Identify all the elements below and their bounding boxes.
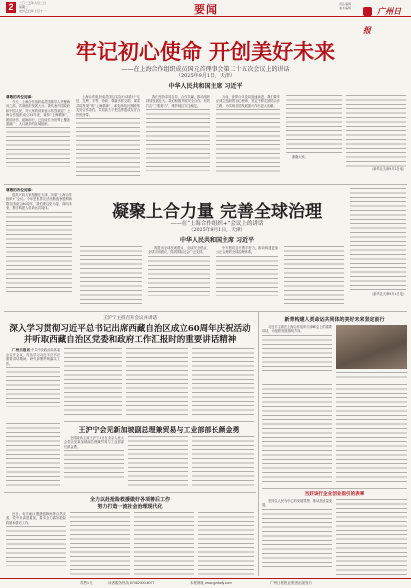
- article2-title: 凝聚上合力量 完善全球治理: [112, 202, 322, 222]
- article4-title: 王沪宁会见新加坡副总理兼贸易与工业部部长颜金勇: [78, 425, 240, 434]
- article2-col1-filler: [6, 212, 72, 292]
- article1-col5-filler: [286, 95, 342, 155]
- article3-col2: [64, 348, 122, 418]
- sidebar-box-col1-filler: [262, 509, 332, 569]
- logo-mark-icon: [363, 7, 372, 16]
- article1-col1-filler: [6, 127, 70, 167]
- article3-dateline: 广州日报讯: [12, 348, 31, 352]
- sidebar-caption-filler: [336, 372, 407, 381]
- article2-end-note: （新华社天津9月1日电）: [370, 292, 406, 296]
- article1-col5: [286, 95, 342, 180]
- article4-col0-filler: [6, 423, 60, 487]
- article2-subtitle: ——在“上海合作组织+”会议上的讲话: [170, 221, 264, 227]
- article1-col5-text: 谢谢大家。: [292, 155, 308, 159]
- divider-2: [4, 311, 407, 312]
- footer-price: 零售1元: [80, 581, 93, 585]
- article1-col6-filler: [346, 95, 406, 167]
- article1-col3-text: 我们坚持求同存异、合作共赢，推动组织持续发展壮大。我们积极开展安全合作，有效打击“三股势力”，维护地区安全稳定。: [146, 95, 210, 108]
- article4-col2: [128, 436, 188, 488]
- article2-col4-filler: [216, 256, 278, 296]
- page-number: 2: [6, 2, 16, 13]
- sidebar-box-col1: [262, 499, 332, 576]
- divider-4: [4, 492, 256, 493]
- article4-col2-filler: [128, 436, 188, 488]
- article3-col4: [192, 348, 254, 418]
- issue-weekday: 星期二: [19, 5, 29, 9]
- sidebar-col3-filler: [336, 384, 407, 484]
- article5-col3-filler: [134, 512, 194, 576]
- article2-col3: [148, 246, 210, 308]
- article4-col1: [64, 436, 124, 488]
- article1-end-note: （新华社天津9月1日电）: [370, 167, 406, 171]
- sidebar-box-text: 坚持以人民为中心的发展思想，推动高质量发展。: [262, 499, 332, 508]
- article1-col2-filler: [76, 118, 140, 176]
- article2-col2-filler: [80, 246, 142, 306]
- article1-col1-text: 今天，上海合作组织成员国领导人齐聚海河之滨，共商组织发展大计。我代表中国政府和中国人民，对大家的到来表示热烈欢迎！上海合作组织成立24年来，秉持“上海精神”，团结协作，砥砺前行，已经成长为世界上覆盖面最广、人口最多的区域组织。: [6, 100, 70, 127]
- article2-col1-text: 很高兴同大家相聚在天津，出席“上海合作组织+”会议。今年是世界反法西斯战争胜利和联合国成立80周年，我们要以史为鉴，面向未来，携手构建人类命运共同体。: [6, 193, 72, 211]
- article4-col3-filler: [192, 436, 254, 488]
- article5-text: 近日，有关地区遭遇强降雨等自然灾害，党中央高度重视，要求全力做好抢险救援和善后工作。: [6, 512, 66, 525]
- article2-col4-text: 中方愿同各方携手努力，推动构建更加公正合理的全球治理体系。: [216, 246, 278, 255]
- article1-col2-text: 上海合作组织成员国以实际行动践行“互信、互利、平等、协商、尊重多样文明、谋求共同发展”的“上海精神”，率先缔结长期睦邻友好合作条约，共同致力于把边界建成友好合作的纽带。: [76, 95, 140, 117]
- article2-salutation: 尊敬的各位同事：: [6, 188, 35, 192]
- issue-date: 二〇二五年九月二日: [19, 1, 47, 5]
- article3-text: 中共中央政治局常委会召开会议，传达学习习近平总书记重要讲话精神，研究部署贯彻落实工作。: [6, 348, 60, 366]
- article1-col2: [76, 95, 140, 180]
- article5-title-line1: 全力以赴抢险救援做好各项善后工作: [89, 497, 170, 503]
- article1-col4: [216, 95, 280, 180]
- article5-col2-filler: [70, 512, 130, 576]
- sidebar-col2: [262, 384, 332, 484]
- article5-col4: [198, 512, 254, 576]
- article1-date: （2025年9月1日，天津）: [175, 73, 236, 79]
- article5-title-line2: 努力打造一流社会治理现代化: [97, 504, 163, 510]
- issue-lunar: 农历乙巳年七月十一: [19, 9, 47, 13]
- article1-title: 牢记初心使命 开创美好未来: [75, 39, 336, 64]
- article4-col0: [6, 423, 60, 488]
- sidebar-box-title: 当好该行企业创业指引的表率: [304, 492, 365, 497]
- sidebar-box-rule: [262, 488, 407, 489]
- article1-subtitle: ——在上海合作组织成员国元首理事会第二十五次会议上的讲话: [121, 66, 290, 73]
- divider-3: [64, 421, 254, 422]
- logo-text: 广州日报: [363, 6, 402, 35]
- article3-title-line1: 深入学习贯彻习近平总书记出席西藏自治区成立60周年庆祝活动: [9, 324, 251, 334]
- sidebar-col1: [262, 325, 332, 381]
- footer-hotline: 读者服务热线 87082000-8077: [108, 581, 155, 585]
- article2-author: 中华人民共和国主席 习近平: [179, 237, 255, 244]
- article2-col6: [350, 188, 406, 308]
- article2-col6-filler: [350, 188, 406, 292]
- sidebar-divider: [258, 312, 259, 576]
- sidebar-caption: [336, 372, 407, 381]
- sidebar-col3: [336, 384, 407, 484]
- article2-col2: [80, 246, 142, 308]
- article3-kicker: 王沪宁主持召开会议并讲话: [103, 316, 157, 321]
- sidebar-photo: [336, 325, 407, 369]
- article3-col4-filler: [192, 348, 254, 418]
- article4-text: 全国政协主席王沪宁1日在北京人民大会堂会见新加坡副总理兼贸易与工业部部长颜金勇。: [64, 436, 124, 449]
- article2-col5-filler: [284, 246, 344, 306]
- article4-col1-filler: [64, 450, 124, 480]
- newspaper-logo: [363, 1, 407, 35]
- article1-col1: [6, 95, 70, 177]
- footer-publisher: 广州日报报业集团出版发行: [270, 581, 312, 585]
- article3-col3: [126, 348, 188, 418]
- article2-col1: [6, 188, 72, 308]
- article5-col3: [134, 512, 194, 576]
- article5-col2: [70, 512, 130, 576]
- article1-author: 中华人民共和国主席 习近平: [168, 83, 243, 90]
- sidebar-title: 新青构建人类命运共同体的美好未来坚定前行: [284, 317, 385, 323]
- article1-col4-text: 当前，世界百年变局加速演进，我们要牢记成立组织的初心使命，坚定不移走团结合作之路，为实现各国发展振兴作出更大贡献。: [216, 95, 280, 108]
- article1-col3: [146, 95, 210, 180]
- article2-col5: [284, 246, 344, 308]
- article1-col6: [346, 95, 406, 180]
- header-rule: [0, 16, 411, 17]
- sidebar-col1-filler: [262, 335, 332, 371]
- article3-col2-filler: [64, 348, 122, 418]
- article2-col4: [216, 246, 278, 308]
- sidebar-text: 习近平主席在上海合作组织天津峰会上的重要讲话，为组织发展指明方向。: [262, 325, 332, 334]
- article1-salutation: 尊敬的各位同事：: [6, 95, 35, 99]
- article3-col1-filler: [6, 367, 60, 407]
- article1-col4-filler: [216, 109, 280, 173]
- divider-1: [4, 184, 407, 185]
- section-title: 要闻: [194, 3, 218, 16]
- article2-col3-filler: [148, 256, 210, 296]
- sidebar-box-col2: [336, 499, 407, 576]
- article3-col1: [6, 348, 60, 418]
- article5-col4-filler: [198, 512, 254, 576]
- article2-date: （2025年9月1日，天津）: [188, 228, 246, 233]
- article2-col3-text: 我提出全球发展倡议、全球安全倡议、全球文明倡议，得到国际社会广泛支持。: [148, 246, 210, 255]
- article3-title-line2: 并听取西藏自治区党委和政府工作汇报时的重要讲话精神: [23, 335, 237, 345]
- article5-col1-filler: [6, 526, 66, 566]
- editor-label: 责任编辑: [339, 2, 352, 6]
- art-editor-label: 美术编辑: [339, 6, 352, 10]
- article3-col3-filler: [126, 348, 188, 418]
- issue-meta: [19, 1, 89, 13]
- article4-col3: [192, 436, 254, 488]
- sidebar-box-col2-filler: [336, 499, 407, 576]
- sidebar-col2-filler: [262, 384, 332, 484]
- article5-col1: [6, 512, 66, 576]
- editor-meta: [339, 2, 363, 10]
- article1-col3-filler: [146, 109, 210, 171]
- footer-website: 本报网址 www.gzdaily.com: [190, 581, 232, 585]
